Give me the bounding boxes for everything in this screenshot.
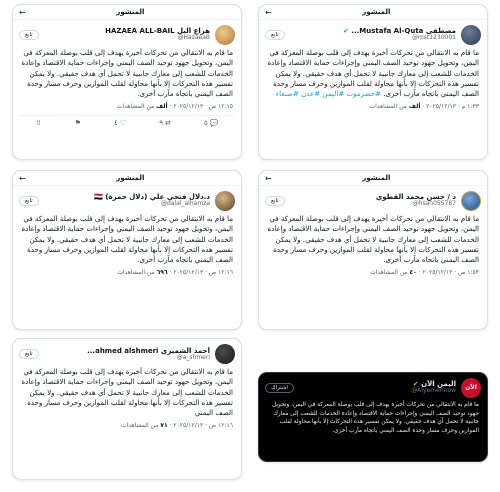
share-button[interactable] <box>36 119 42 127</box>
back-arrow-icon[interactable]: ← <box>265 173 272 183</box>
avatar[interactable]: الآن <box>461 378 481 398</box>
display-name[interactable]: د / حسن محمد القطوي <box>375 193 456 202</box>
post-body: ما قام به الانتقالي من تحركات أخيرة يهدف إلى قلب بوصلة المعركة في اليمن، وتحويل جهود توحيد الصف اليمني وإجراءات حماية الاقتصاد وإعادة الخدمات للشعب إلى معارك جانبية لا تحمل أي هدف حقيقي. ولا يمكن تفسير هذه التحركات إلا بأنها محاولة لقلب الموازين وحرف مسار وحدة الصف اليمني <box>21 367 233 418</box>
yemen-flag-icon: 🇾🇪 <box>94 193 103 202</box>
reply-icon: 💬 <box>209 118 219 127</box>
avatar[interactable] <box>215 344 235 364</box>
post-author <box>259 373 487 397</box>
views-label: من المشاهدات <box>116 102 155 110</box>
post-header-title: المنشور <box>116 8 145 16</box>
heart-icon: ♡ <box>119 118 127 127</box>
verified-badge-icon: ✔ <box>412 380 419 389</box>
view-count: ألف <box>156 102 168 110</box>
post-author <box>13 20 241 44</box>
post-meta: ١٢:١٥ ص · ٢٠٢٥/١٢/١٣ · ألف من المشاهدات <box>116 102 233 110</box>
views-label: من المشاهدات <box>120 421 159 429</box>
post-time[interactable]: ١٢:١٦ ص · ٢٠٢٥/١٢/١٣ <box>173 268 233 276</box>
post-body: ما قام به الانتقالي من تحركات أخيرة يهدف إلى قلب بوصلة المعركة في اليمن، وتحويل جهود توحيد الصف اليمني وإجراءات حماية الاقتصاد وإعادة الخدمات للشعب إلى معارك جانبية لا تحمل أي هدف حقيقي. ولا يمكن تفسير هذه التحركات إلا بأنها محاولة لقلب الموازين وحرف مسار وحدة الصف اليمني باتجاه مآرب أخرى. <box>267 214 479 265</box>
back-arrow-icon[interactable]: ← <box>19 173 26 183</box>
post-text <box>259 44 487 100</box>
post-actions <box>19 115 235 127</box>
post-card-dalal <box>12 170 242 330</box>
like-count: ٤ <box>114 118 118 127</box>
avatar[interactable] <box>461 191 481 211</box>
post-author <box>13 339 241 363</box>
post-time[interactable]: ١:٣٣ م · ٢٠٢٥/١٢/١٣ <box>426 102 479 110</box>
post-header-title: المنشور <box>362 174 391 182</box>
post-meta: ١٢:١٦ ص · ٢٠٢٥/١٢/١٣ · ٧١ من المشاهدات <box>120 421 233 429</box>
post-card-hazaea <box>12 4 242 160</box>
post-header-title: المنشور <box>362 8 391 16</box>
back-arrow-icon[interactable]: ← <box>19 7 26 17</box>
post-meta: ١٢:١٦ ص · ٢٠٢٥/١٢/١٣ · ٦٩٦ من المشاهدات <box>117 268 233 276</box>
post-card-hasan <box>258 170 488 330</box>
view-count: ألف <box>408 102 421 110</box>
avatar[interactable] <box>215 191 235 211</box>
bookmark-button[interactable] <box>75 119 81 127</box>
post-card-ahmed <box>12 338 242 480</box>
post-card-mustafa <box>258 4 488 160</box>
user-handle[interactable]: @dalal_alhamza <box>161 200 210 208</box>
post-meta: ١:٥٣ ص · ٢٠٢٥/١٢/١٣ · ٤٠ من المشاهدات <box>370 268 479 276</box>
post-body: ما قام به الانتقالي من تحركات أخيرة يهدف إلى قلب بوصلة المعركة في اليمن، وتحويل جهود توحيد الصف اليمني وإجراءات حماية الاقتصاد وإعادة الخدمات للشعب إلى معارك جانبية لا تحمل أي هدف حقيقي. ولا يمكن تفسير هذه التحركات إلا بأنها محاولة لقلب الموازين وحرف مسار وحدة الصف اليمني باتجاه مآرب أخرى. <box>272 402 479 435</box>
views-label: من المشاهدات <box>369 102 407 110</box>
avatar[interactable] <box>461 25 481 45</box>
user-handle[interactable]: @Alyemennow <box>411 387 456 395</box>
user-handle[interactable]: @a_shmeri <box>176 353 210 361</box>
follow-button[interactable]: تابع <box>265 196 285 206</box>
share-icon: ⇧ <box>35 118 42 127</box>
repost-button[interactable] <box>159 119 171 127</box>
avatar[interactable] <box>215 25 235 45</box>
display-name[interactable]: مصطفى Mustafa Al-Quta... <box>351 27 456 36</box>
user-handle[interactable]: @HazaeaB <box>177 34 210 42</box>
user-handle[interactable]: @mst1230001 <box>411 34 456 42</box>
post-body: ما قام به الانتقالي من تحركات أخيرة يهدف إلى قلب بوصلة المعركة في اليمن، وتحويل جهود توحيد الصف اليمني وإجراءات حماية الاقتصاد وإعادة الخدمات للشعب إلى معارك جانبية لا تحمل أي هدف حقيقي. ولا يمكن تفسير هذه التحركات إلا بأنها محاولة لقلب الموازين وحرف مسار وحدة الصف اليمني باتجاه مآرب أخرى. <box>21 214 233 265</box>
view-count: ٧١ <box>160 421 168 429</box>
post-author <box>259 186 487 210</box>
hashtags[interactable]: #حضرموت #اليمن #عدن #صنعاء <box>275 89 381 99</box>
view-count: ٦٩٦ <box>156 268 168 276</box>
bookmark-icon: ⚑ <box>74 118 81 127</box>
view-count: ٤٠ <box>409 268 417 276</box>
verified-badge-icon: ✔ <box>342 27 349 36</box>
post-header-bar <box>13 5 241 20</box>
like-button[interactable] <box>114 119 126 127</box>
reply-button[interactable] <box>204 119 218 127</box>
views-label: من المشاهدات <box>117 268 155 276</box>
back-arrow-icon[interactable]: ← <box>265 7 272 17</box>
post-body: ما قام به الانتقالي من تحركات أخيرة يهدف إلى قلب بوصلة المعركة في اليمن، وتحويل جهود توحيد الصف اليمني وإجراءات حماية الاقتصاد وإعادة الخدمات للشعب إلى معارك جانبية لا تحمل أي هدف حقيقي. ولا يمكن تفسير هذه التحركات إلا بأنها محاولة لقلب الموازين وحرف مسار وحدة الصف اليمني باتجاه مآرب أخرى. <box>267 48 479 99</box>
repost-count: ٩ <box>159 118 163 127</box>
post-author <box>259 20 487 44</box>
user-handle[interactable]: @hsan055787 <box>412 200 456 208</box>
follow-button[interactable]: تابع <box>19 30 39 40</box>
post-card-alyemennow <box>258 372 488 462</box>
display-name[interactable]: أحمد الشميري ahmed alshmeri... <box>87 346 210 355</box>
post-meta: ١:٣٣ م · ٢٠٢٥/١٢/١٣ · ألف من المشاهدات <box>369 102 479 110</box>
post-time[interactable]: ١٢:١٦ ص · ٢٠٢٥/١٢/١٣ <box>173 421 233 429</box>
subscribe-button[interactable]: اشتراك <box>265 383 294 393</box>
display-name[interactable]: هزاع البل HAZAEA ALL-BAIL <box>105 27 210 36</box>
post-header-bar <box>259 171 487 186</box>
post-time[interactable]: ١:٥٣ ص · ٢٠٢٥/١٢/١٣ <box>422 268 479 276</box>
display-name[interactable]: د.دلال فتحي علي (دلال حمزة) <box>105 193 210 202</box>
post-header-bar <box>259 5 487 20</box>
post-header-title: المنشور <box>116 174 145 182</box>
repost-icon: ⇄ <box>164 118 171 127</box>
views-label: من المشاهدات <box>370 268 408 276</box>
follow-button[interactable]: تابع <box>19 349 39 359</box>
post-author <box>13 186 241 210</box>
display-name[interactable]: اليمن الآن <box>421 380 456 389</box>
follow-button[interactable]: تابع <box>265 30 285 40</box>
post-time[interactable]: ١٢:١٥ ص · ٢٠٢٥/١٢/١٣ <box>173 102 233 110</box>
reply-count: ٥ <box>203 118 208 127</box>
post-header-bar <box>13 171 241 186</box>
post-body: ما قام به الانتقالي من تحركات أخيرة يهدف إلى قلب بوصلة المعركة في اليمن، وتحويل جهود توحيد الصف اليمني وإجراءات حماية الاقتصاد وإعادة الخدمات للشعب إلى معارك جانبية لا تحمل أي هدف حقيقي. ولا يمكن تفسير هذه التحركات إلا بأنها محاولة لقلب الموازين وحرف مسار وحدة الصف اليمني باتجاه مآرب أخرى. <box>21 48 233 99</box>
follow-button[interactable]: تابع <box>19 196 39 206</box>
